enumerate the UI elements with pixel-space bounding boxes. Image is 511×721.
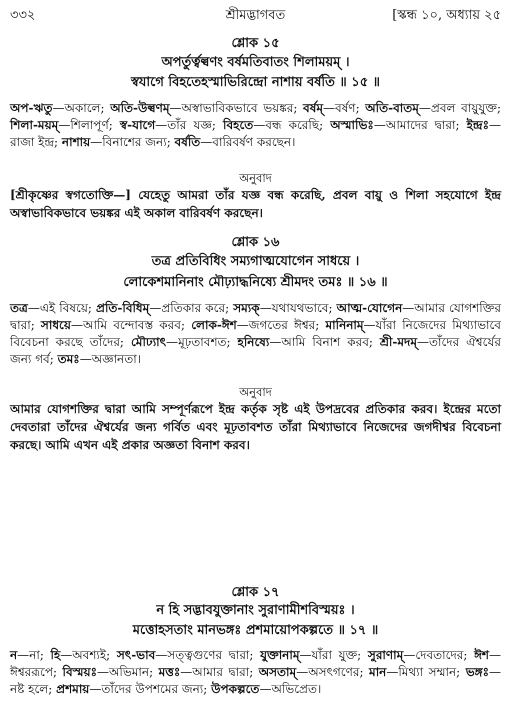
synonym-word: বর্ষতি xyxy=(174,135,201,149)
synonym-word: অতি-বাতম্ xyxy=(365,101,419,115)
synonym-word: শ্রী-মদম্ xyxy=(379,335,417,349)
synonym-word: হনিষ্যে xyxy=(237,335,270,349)
synonym-word: আত্ম-যোগেন xyxy=(336,301,403,315)
synonym-meaning: —দেবতাদের; xyxy=(403,648,475,662)
synonym-meaning: —না; xyxy=(17,648,51,662)
synonym-meaning: —আমি বন্দোবস্ত করব; xyxy=(70,318,192,332)
synonym-word: অপ-ঋতু xyxy=(10,101,53,115)
synonym-word: সম্যক্ xyxy=(233,301,260,315)
synonym-meaning: —বর্ষণ; xyxy=(323,101,366,115)
synonym-meaning: —অস্বাভাবিকভাবে ভয়ঙ্কর; xyxy=(169,101,304,115)
synonym-word: যুক্তানাম্ xyxy=(260,648,300,662)
synonym-meaning: —ঈশ্বররূপে; xyxy=(10,648,502,679)
synonym-meaning: —প্রতিকার করে; xyxy=(149,301,234,315)
synonym-word: মানিনাম্ xyxy=(325,318,364,332)
synonym-word: বিহতে xyxy=(223,118,254,132)
sloka-16-verse-line-2: লোকেশমানিনাং মৌঢ়্যাদ্ধনিষ্যে শ্রীমদং তমঃ ॥ ১৬ ॥ xyxy=(123,275,388,290)
synonym-meaning: —তাঁর যজ্ঞ; xyxy=(155,118,224,132)
sloka-15-title: শ্লোক ১৫ xyxy=(231,36,280,51)
sloka-15-verse-line-1: অপর্তুর্ত্বল্বণং বর্ষমতিবাতং শিলাময়ম্ । xyxy=(161,55,350,70)
synonym-meaning: —যাঁরা যুক্ত; xyxy=(299,648,368,662)
synonym-word: অতি-উল্বণম্ xyxy=(110,101,170,115)
synonym-word: সাধয়ে xyxy=(40,318,71,332)
sloka-17-verse-line-1: ন হি সদ্ভাবযুক্তানাং সুরাণামীশবিস্ময়ঃ । xyxy=(156,603,355,618)
synonym-meaning: —রাজা ইন্দ্র; xyxy=(10,118,502,149)
synonym-meaning: —অভিপ্রেত। xyxy=(259,682,322,696)
synonym-word: প্রতি-বিধিম্ xyxy=(96,301,150,315)
synonym-meaning: —নষ্ট হলে; xyxy=(10,665,501,696)
synonym-word: তত্র xyxy=(10,301,28,315)
synonym-meaning: —মূঢ়তাবশত; xyxy=(166,335,238,349)
synonym-meaning: —অকালে; xyxy=(52,101,111,115)
synonym-word: স্ব-যাগে xyxy=(119,118,156,132)
synonym-meaning: —তাঁদের ঐশ্বর্যের জন্য গর্ব; xyxy=(10,335,501,366)
book-title: শ্রীমদ্ভাগবত xyxy=(225,8,286,23)
synonym-word: প্রশমায় xyxy=(56,682,90,696)
synonym-meaning: —আমার যোগশক্তির দ্বারা; xyxy=(10,301,501,332)
synonym-meaning: —বিনাশের জন্য; xyxy=(90,135,175,149)
synonym-meaning: —সত্ত্বগুণের দ্বারা; xyxy=(155,648,261,662)
synonym-meaning: —অবশ্যই; xyxy=(60,648,117,662)
synonym-word: শিলা-ময়ম্ xyxy=(10,118,59,132)
sloka-17-synonyms xyxy=(10,647,501,698)
synonym-word: উপকল্পতে xyxy=(211,682,260,696)
page-number: ৩৩২ xyxy=(10,8,36,23)
synonym-meaning: —আমার দ্বারা; xyxy=(180,665,259,679)
sloka-16-title: শ্লোক ১৬ xyxy=(231,235,280,250)
synonym-word: মৌঢ্যাৎ xyxy=(130,335,167,349)
synonym-meaning: —জগতের ঈশ্বর; xyxy=(236,318,326,332)
synonym-meaning: —অজ্ঞানতা। xyxy=(79,352,141,366)
chapter-reference: [স্কন্ধ ১০, অধ্যায় ২৫ xyxy=(392,8,501,23)
synonym-word: ভঙ্গঃ xyxy=(465,665,489,679)
synonym-meaning: —বন্ধ করেছি; xyxy=(253,118,331,132)
synonym-word: তমঃ xyxy=(57,352,80,366)
sloka-16-synonyms xyxy=(10,300,501,368)
synonym-word: মত্তঃ xyxy=(158,665,181,679)
sloka-17-title: শ্লোক ১৭ xyxy=(231,585,280,600)
synonym-word: হি xyxy=(50,648,61,662)
sloka-16-translation: আমার যোগশক্তির দ্বারা আমি সম্পূর্ণরূপে ইন্দ্র কর্তৃক সৃষ্ট এই উপদ্রবের প্রতিকার করব। ইন্দ্রের মতো দেবতারা তাঁদের ঐশ্বর্যের জন্য গর্বিত এবং মূঢ়তাবশত তাঁরা মিথ্যাভাবে নিজেদের জগদীশ্বর বিবেচনা করছে। আমি এখন এই প্রকার অজ্ঞতা বিনাশ করব। xyxy=(10,402,501,452)
sloka-17-verse-line-2: মত্তোহসতাং মানভঙ্গঃ প্রশমায়োপকল্পতে ॥ ১৭ ॥ xyxy=(132,623,379,638)
sloka-16-translation-label: অনুবাদ xyxy=(239,385,272,399)
synonym-word: ঈশ xyxy=(474,648,490,662)
synonym-meaning: —অসৎগণের; xyxy=(296,665,370,679)
synonym-word: ন xyxy=(10,648,18,662)
sloka-16-verse-line-1: তত্র প্রতিবিধিং সম্যগাত্মযোগেন সাধয়ে । xyxy=(151,254,360,269)
synonym-meaning: —এই বিষয়ে; xyxy=(27,301,97,315)
synonym-meaning: —তাঁদের উপশমের জন্য; xyxy=(89,682,212,696)
synonym-word: ইন্দ্রঃ xyxy=(466,118,490,132)
synonym-meaning: —আমি বিনাশ করব; xyxy=(269,335,380,349)
synonym-word: সুরাণাম্ xyxy=(367,648,404,662)
synonym-word: অস্মাভিঃ xyxy=(330,118,374,132)
synonym-meaning: —মিথ্যা সম্মান; xyxy=(386,665,466,679)
synonym-word: অসতাম্ xyxy=(258,665,297,679)
synonym-meaning: —আমাদের দ্বারা; xyxy=(373,118,467,132)
synonym-word: বর্ষম্ xyxy=(303,101,324,115)
synonym-meaning: —বারিবর্ষণ করছেন। xyxy=(200,135,296,149)
synonym-word: সৎ-ভাব xyxy=(116,648,156,662)
synonym-meaning: —প্রবল বায়ুযুক্ত; xyxy=(418,101,502,115)
synonym-word: লোক-ঈশ xyxy=(191,318,237,332)
sloka-15-translation-label: অনুবাদ xyxy=(239,171,272,185)
sloka-15-verse-line-2: স্বযাগে বিহতেহস্মাভিরিন্দ্রো নাশায় বর্ষতি ॥ ১৫ ॥ xyxy=(130,75,381,90)
synonym-meaning: —যাঁরা নিজেদের মিথ্যাভাবে বিবেচনা করছে তাঁদের; xyxy=(10,318,501,349)
synonym-word: মান xyxy=(369,665,387,679)
sloka-15-synonyms xyxy=(10,100,501,151)
synonym-meaning: —শিলাপূর্ণ; xyxy=(58,118,120,132)
synonym-meaning: —অভিমান; xyxy=(97,665,159,679)
synonym-word: বিস্ময়ঃ xyxy=(62,665,97,679)
synonym-word: নাশায় xyxy=(61,135,91,149)
synonym-meaning: —যথাযথভাবে; xyxy=(259,301,337,315)
sloka-15-translation: [শ্রীকৃষ্ণের স্বগতোক্তি—] যেহেতু আমরা তাঁর যজ্ঞ বন্ধ করেছি, প্রবল বায়ু ও শিলা সহযোগে ইন্দ্র অস্বাভাবিকভাবে ভয়ঙ্কর এই অকাল বারিবর্ষণ করছেন। xyxy=(10,188,501,220)
page-header xyxy=(10,6,501,28)
